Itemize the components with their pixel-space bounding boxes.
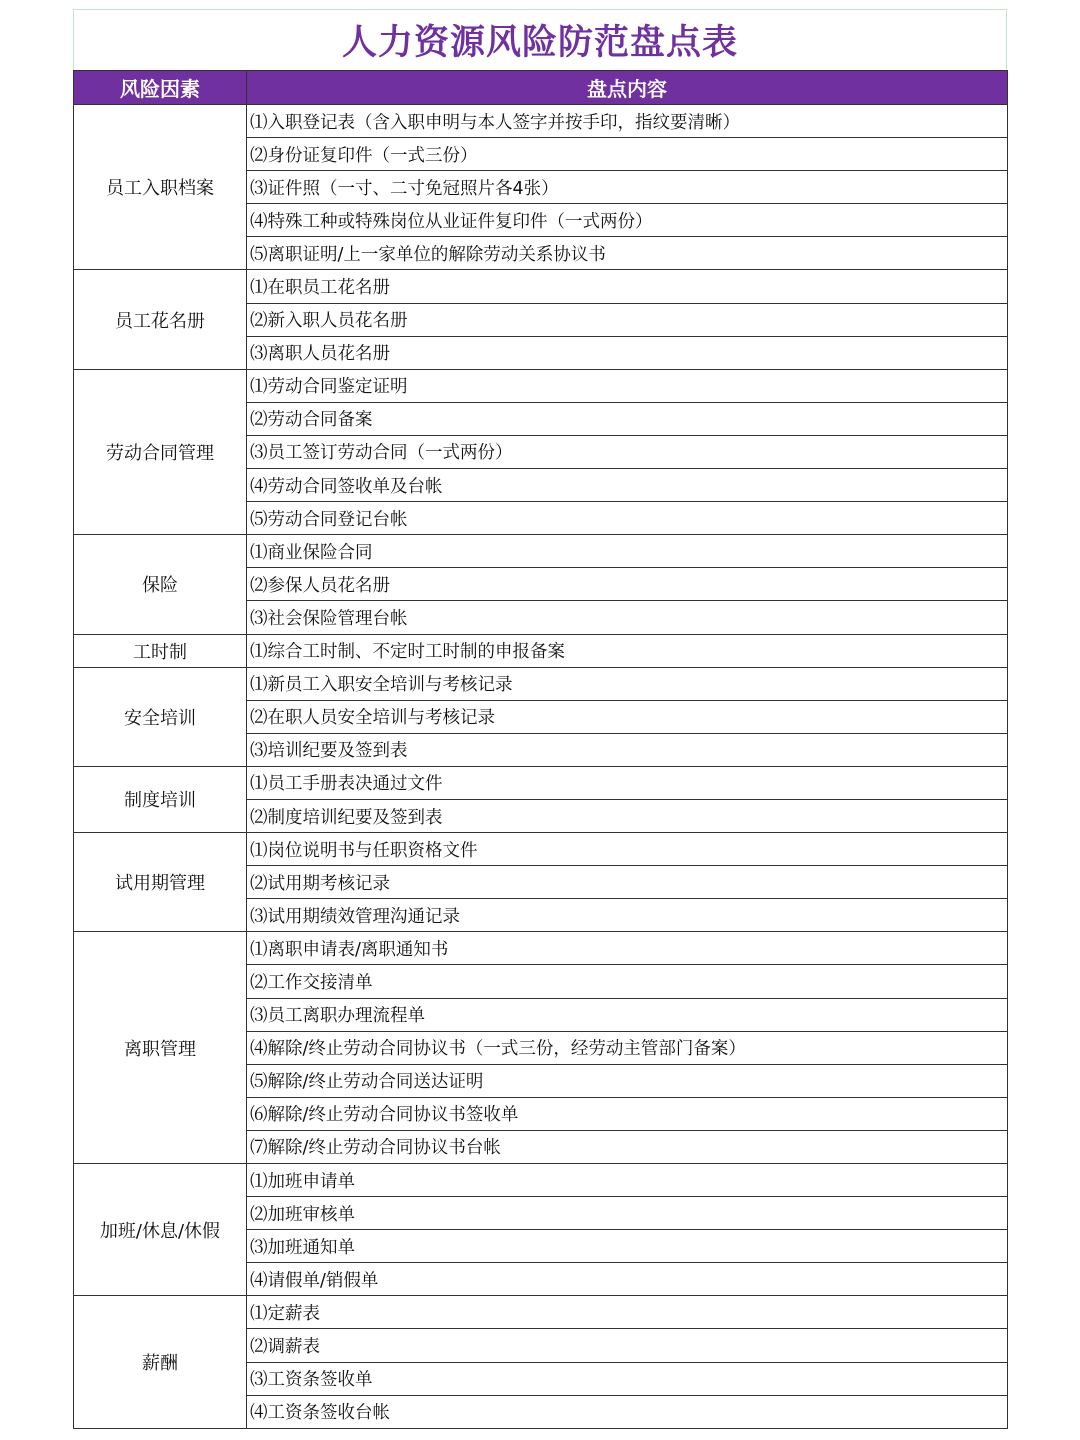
inventory-item-cell: ⑵工作交接清单	[247, 965, 1008, 998]
inventory-item-cell: ⑶社会保险管理台帐	[247, 601, 1008, 634]
table-row	[74, 535, 1008, 568]
table-row	[74, 634, 1008, 667]
inventory-item-cell: ⑶员工离职办理流程单	[247, 998, 1008, 1031]
table-row	[74, 1296, 1008, 1329]
table-row	[74, 369, 1008, 402]
table-row	[74, 1164, 1008, 1197]
inventory-item-cell: ⑵制度培训纪要及签到表	[247, 799, 1008, 832]
risk-category-cell: 薪酬	[74, 1296, 247, 1428]
inventory-item-cell: ⑴劳动合同鉴定证明	[247, 369, 1008, 402]
inventory-item-cell: ⑷劳动合同签收单及台帐	[247, 469, 1008, 502]
inventory-item-cell: ⑶培训纪要及签到表	[247, 733, 1008, 766]
header-row	[74, 71, 1008, 105]
risk-category-cell: 试用期管理	[74, 833, 247, 932]
table-row	[74, 270, 1008, 303]
inventory-table	[73, 70, 1008, 1429]
inventory-item-cell: ⑸劳动合同登记台帐	[247, 502, 1008, 535]
table-row	[74, 105, 1008, 138]
page-title: 人力资源风险防范盘点表	[341, 23, 738, 63]
inventory-item-cell: ⑶员工签订劳动合同（一式两份）	[247, 435, 1008, 468]
inventory-item-cell: ⑴入职登记表（含入职申明与本人签字并按手印，指纹要清晰）	[247, 105, 1008, 138]
inventory-item-cell: ⑸离职证明/上一家单位的解除劳动关系协议书	[247, 237, 1008, 270]
inventory-item-cell: ⑴离职申请表/离职通知书	[247, 932, 1008, 965]
inventory-item-cell: ⑴综合工时制、不定时工时制的申报备案	[247, 634, 1008, 667]
inventory-item-cell: ⑶离职人员花名册	[247, 336, 1008, 369]
risk-category-cell: 加班/休息/休假	[74, 1164, 247, 1296]
inventory-item-cell: ⑵劳动合同备案	[247, 402, 1008, 435]
inventory-item-cell: ⑷解除/终止劳动合同协议书（一式三份，经劳动主管部门备案）	[247, 1031, 1008, 1064]
risk-category-cell: 员工入职档案	[74, 105, 247, 270]
inventory-item-cell: ⑶证件照（一寸、二寸免冠照片各4张）	[247, 171, 1008, 204]
risk-category-cell: 制度培训	[74, 766, 247, 832]
inventory-item-cell: ⑶加班通知单	[247, 1230, 1008, 1263]
inventory-item-cell: ⑴商业保险合同	[247, 535, 1008, 568]
inventory-item-cell: ⑴员工手册表决通过文件	[247, 766, 1008, 799]
inventory-item-cell: ⑸解除/终止劳动合同送达证明	[247, 1064, 1008, 1097]
inventory-item-cell: ⑹解除/终止劳动合同协议书签收单	[247, 1097, 1008, 1130]
risk-category-cell: 员工花名册	[74, 270, 247, 369]
inventory-item-cell: ⑷特殊工种或特殊岗位从业证件复印件（一式两份）	[247, 204, 1008, 237]
inventory-item-cell: ⑵试用期考核记录	[247, 866, 1008, 899]
table-row	[74, 766, 1008, 799]
inventory-item-cell: ⑶工资条签收单	[247, 1362, 1008, 1395]
inventory-item-cell: ⑵参保人员花名册	[247, 568, 1008, 601]
header-category: 风险因素	[74, 71, 247, 105]
inventory-item-cell: ⑵调薪表	[247, 1329, 1008, 1362]
inventory-item-cell: ⑴在职员工花名册	[247, 270, 1008, 303]
risk-category-cell: 保险	[74, 535, 247, 634]
risk-inventory-sheet	[73, 9, 1007, 1429]
risk-category-cell: 安全培训	[74, 667, 247, 766]
inventory-item-cell: ⑴岗位说明书与任职资格文件	[247, 833, 1008, 866]
risk-category-cell: 工时制	[74, 634, 247, 667]
inventory-item-cell: ⑺解除/终止劳动合同协议书台帐	[247, 1130, 1008, 1163]
table-row	[74, 667, 1008, 700]
title-bar	[73, 9, 1007, 70]
inventory-item-cell: ⑴加班申请单	[247, 1164, 1008, 1197]
header-content: 盘点内容	[247, 71, 1008, 105]
inventory-item-cell: ⑵新入职人员花名册	[247, 303, 1008, 336]
inventory-item-cell: ⑷工资条签收台帐	[247, 1395, 1008, 1428]
inventory-item-cell: ⑴定薪表	[247, 1296, 1008, 1329]
inventory-item-cell: ⑴新员工入职安全培训与考核记录	[247, 667, 1008, 700]
table-row	[74, 833, 1008, 866]
inventory-item-cell: ⑵加班审核单	[247, 1197, 1008, 1230]
inventory-item-cell: ⑵在职人员安全培训与考核记录	[247, 700, 1008, 733]
risk-category-cell: 离职管理	[74, 932, 247, 1164]
table-body	[74, 105, 1008, 1429]
risk-category-cell: 劳动合同管理	[74, 369, 247, 534]
inventory-item-cell: ⑷请假单/销假单	[247, 1263, 1008, 1296]
inventory-item-cell: ⑶试用期绩效管理沟通记录	[247, 899, 1008, 932]
table-row	[74, 932, 1008, 965]
inventory-item-cell: ⑵身份证复印件（一式三份）	[247, 138, 1008, 171]
